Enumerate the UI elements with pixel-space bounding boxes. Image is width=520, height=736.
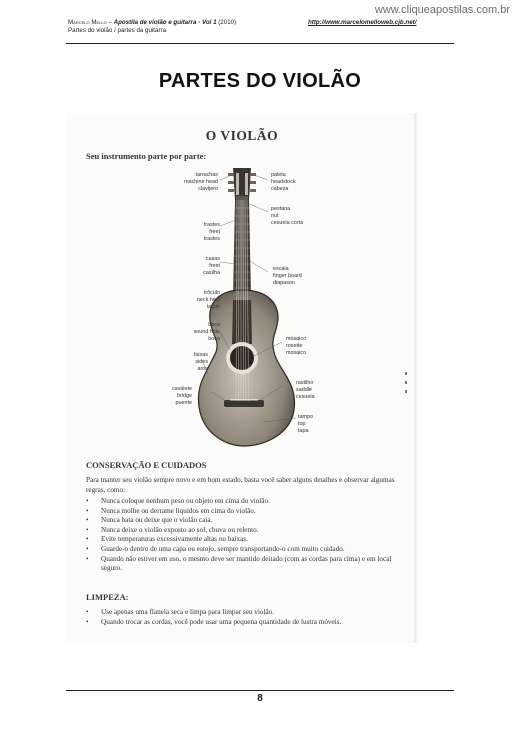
conservacao-intro: Para manter seu violão sempre novo e em bom estado, basta você saber alguns detalhes e observar algumas regras, como: — [86, 476, 395, 494]
list-item: • Quando não estiver em uso, o mesmo deve ser mantido deitado (com as cordas para cima) e em local seguro. — [86, 555, 404, 574]
label-mosaico: mosaico rosette mosaico — [286, 336, 307, 356]
conservacao-list — [86, 497, 404, 574]
scan-title: O VIOLÃO — [205, 128, 279, 143]
conservacao-heading: CONSERVAÇÃO E CUIDADOS — [86, 460, 207, 470]
page-title: PARTES DO VIOLÃO — [158, 70, 362, 92]
label-pestana: pestana nut cesuela corta — [271, 206, 304, 226]
label-troculo: trôculo neck heel tacon — [196, 290, 220, 310]
label-trastes: trastes freet trastes — [203, 222, 220, 242]
header-dash: – — [106, 19, 114, 26]
scan-artifact — [404, 370, 408, 400]
list-item: • Evite temperaturas excessivamente altas ou baixas. — [86, 535, 404, 545]
label-rastilho: rastilho saddle cesuela — [296, 380, 315, 400]
running-header — [68, 19, 236, 35]
label-paleta: paleta headstock cabeza — [271, 172, 296, 192]
header-url-link[interactable]: http://www.marcelomelloweb.cjb.net/ — [308, 19, 417, 26]
label-tampo: tampo top tapa — [298, 414, 313, 434]
label-boca: boca sound hole boca — [193, 322, 220, 342]
list-item: • Nunca deixe o violão exposto ao sol, chuva ou relento. — [86, 526, 404, 536]
limpeza-list — [86, 608, 404, 627]
headstock-shape — [233, 168, 251, 200]
list-item: • Nunca molhe ou derrame líquidos em cima do violão. — [86, 507, 404, 517]
header-book: Apostila de violão e guitarra - Vol 1 — [113, 19, 217, 26]
footer-divider — [66, 690, 454, 691]
list-item: • Nunca coloque nenhum peso ou objeto em cima do violão. — [86, 497, 404, 507]
soundhole-shape — [230, 346, 254, 370]
label-casas: casas freet casilha — [203, 256, 220, 276]
page-number: 8 — [257, 693, 263, 704]
list-item: • Use apenas uma flanela seca e limpa para limpar seu violão. — [86, 608, 404, 618]
bridge-shape — [224, 400, 264, 407]
header-section: Partes do violão / partes da guitarra — [68, 27, 167, 34]
neck-shape — [233, 200, 251, 300]
list-item: • Nunca bata ou deixe que o violão caia. — [86, 516, 404, 526]
list-item: • Quando trocar as cordas, você pode usar uma pequena quantidade de lustra móveis. — [86, 618, 404, 628]
label-tarrachas: tarrachas machine head clavijero — [184, 172, 218, 192]
header-divider — [66, 43, 454, 44]
label-escala: escala finger board diapason — [273, 266, 302, 286]
list-item: • Guarde-o dentro de uma capa ou estojo, sempre transportando-o com muito cuidado. — [86, 545, 404, 555]
header-year: (2010) — [216, 19, 237, 26]
scan-edge-shadow — [414, 113, 417, 643]
site-watermark: www.cliqueapostilas.com.br — [374, 4, 510, 16]
scan-subtitle: Seu instrumento parte por parte: — [86, 151, 207, 161]
label-faixas: faixas sides aros — [193, 352, 208, 372]
limpeza-heading: LIMPEZA: — [86, 592, 129, 602]
header-author: Marcelo Mello — [68, 19, 107, 26]
label-cavalete: cavalete bridge puente — [171, 386, 192, 406]
